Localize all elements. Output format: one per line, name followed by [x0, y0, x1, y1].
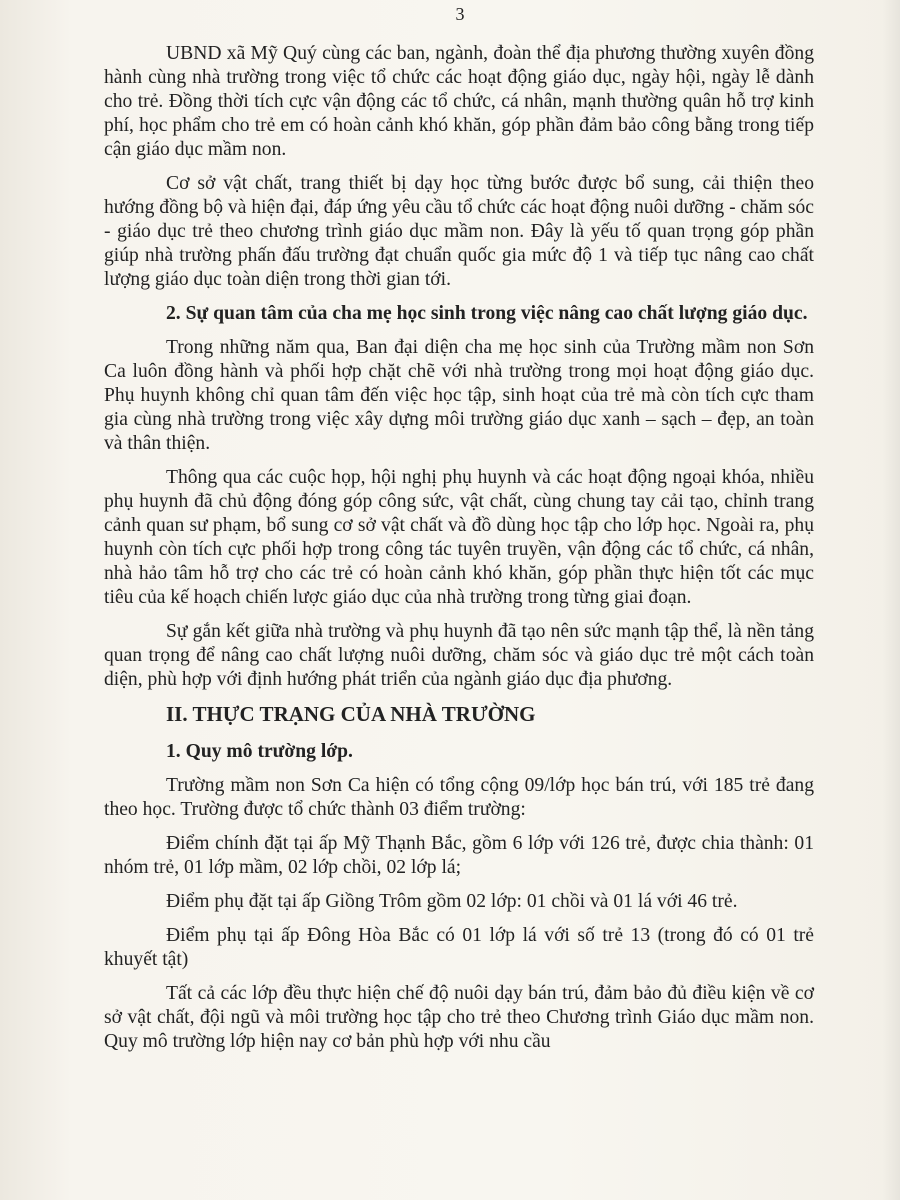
paragraph-parents-board: Trong những năm qua, Ban đại diện cha mẹ học sinh của Trường mầm non Sơn Ca luôn đồng hành và phối hợp chặt chẽ với nhà trường trong mọi hoạt động giáo dục. Phụ huynh không chỉ quan tâm đến việc học tập, sinh hoạt của trẻ mà còn tích cực tham gia cùng nhà trường trong việc xây dựng môi trường giáo dục xanh – sạch – đẹp, an toàn và thân thiện.	[104, 337, 814, 454]
document-body	[104, 42, 814, 1064]
paragraph-parents-contribution: Thông qua các cuộc họp, hội nghị phụ huynh và các hoạt động ngoại khóa, nhiều phụ huynh đã chủ động đóng góp công sức, vật chất, cùng chung tay cải tạo, chỉnh trang cảnh quan sư phạm, bổ sung cơ sở vật chất và đồ dùng học tập cho lớp học. Ngoài ra, phụ huynh còn tích cực phối hợp trong công tác tuyên truyền, vận động các tổ chức, cá nhân, nhà hảo tâm hỗ trợ cho các trẻ có hoàn cảnh khó khăn, góp phần thực hiện tốt các mục tiêu của kế hoạch chiến lược giáo dục của nhà trường trong từng giai đoạn.	[104, 467, 814, 608]
paragraph-school-total: Trường mầm non Sơn Ca hiện có tổng cộng 09/lớp học bán trú, với 185 trẻ đang theo học. Trường được tổ chức thành 03 điểm trường:	[104, 775, 814, 820]
paragraph-sub-site-giong-trom: Điểm phụ đặt tại ấp Giồng Trôm gồm 02 lớp: 01 chồi và 01 lá với 46 trẻ.	[166, 891, 738, 912]
paragraph-sub-site-dong-hoa-bac: Điểm phụ tại ấp Đông Hòa Bắc có 01 lớp lá với số trẻ 13 (trong đó có 01 trẻ khuyết tật)	[104, 925, 814, 970]
section-heading-parents: 2. Sự quan tâm của cha mẹ học sinh trong việc nâng cao chất lượng giáo dục.	[166, 303, 808, 324]
section-heading-school-scale: 1. Quy mô trường lớp.	[166, 741, 353, 762]
chapter-heading-school-status: II. THỰC TRẠNG CỦA NHÀ TRƯỜNG	[166, 702, 536, 726]
paragraph-boarding-classes: Tất cả các lớp đều thực hiện chế độ nuôi dạy bán trú, đảm bảo đủ điều kiện về cơ sở vật chất, đội ngũ và môi trường học tập cho trẻ theo Chương trình Giáo dục mầm non. Quy mô trường lớp hiện nay cơ bản phù hợp với nhu cầu	[104, 983, 814, 1052]
page-edge-shadow	[882, 0, 900, 1200]
paragraph-main-site: Điểm chính đặt tại ấp Mỹ Thạnh Bắc, gồm 6 lớp với 126 trẻ, được chia thành: 01 nhóm trẻ, 01 lớp mầm, 02 lớp chồi, 02 lớp lá;	[104, 833, 814, 878]
page-number: 3	[455, 4, 465, 24]
paragraph-local-support: UBND xã Mỹ Quý cùng các ban, ngành, đoàn thể địa phương thường xuyên đồng hành cùng nhà trường trong việc tổ chức các hoạt động giáo dục, ngày hội, ngày lễ dành cho trẻ. Đồng thời tích cực vận động các tổ chức, cá nhân, mạnh thường quân hỗ trợ kinh phí, học phẩm cho trẻ em có hoàn cảnh khó khăn, góp phần đảm bảo công bằng trong tiếp cận giáo dục mầm non.	[104, 43, 814, 160]
paragraph-school-parent-bond: Sự gắn kết giữa nhà trường và phụ huynh đã tạo nên sức mạnh tập thể, là nền tảng quan trọng để nâng cao chất lượng nuôi dưỡng, chăm sóc và giáo dục trẻ một cách toàn diện, phù hợp với định hướng phát triển của ngành giáo dục địa phương.	[104, 621, 814, 690]
paragraph-facilities: Cơ sở vật chất, trang thiết bị dạy học từng bước được bổ sung, cải thiện theo hướng đồng bộ và hiện đại, đáp ứng yêu cầu tổ chức các hoạt động nuôi dưỡng - chăm sóc - giáo dục trẻ theo chương trình giáo dục mầm non. Đây là yếu tố quan trọng góp phần giúp nhà trường phấn đấu trường đạt chuẩn quốc gia mức độ 1 và tiếp tục nâng cao chất lượng giáo dục toàn diện trong thời gian tới.	[104, 173, 814, 290]
